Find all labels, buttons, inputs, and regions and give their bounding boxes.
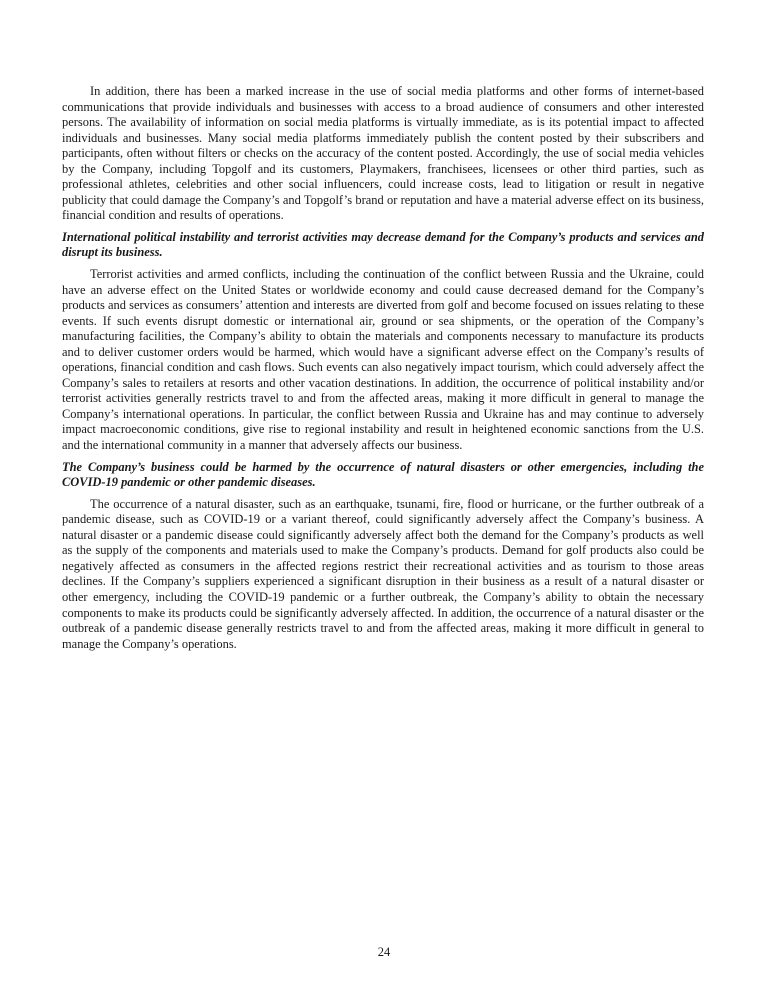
- paragraph-terrorist-activities: Terrorist activities and armed conflicts, including the continuation of the conflict between Russia and the Ukraine, could have an adverse effect on the United States or worldwide economy and could cause decreased demand for the Company’s products and services as consumers’ attention and interests are diverted from golf and become focused on issues relating to these events. If such events disrupt domestic or international air, ground or sea shipments, or the operation of the Company’s manufacturing facilities, the Company’s ability to obtain the materials and components necessary to manufacture its products and to deliver customer orders would be harmed, which would have a significant adverse effect on the Company’s results of operations, financial condition and cash flows. Such events can also negatively impact tourism, which could adversely affect the Company’s sales to retailers at resorts and other vacation destinations. In addition, the occurrence of political instability and/or terrorist activities generally restricts travel to and from the affected areas, making it more difficult in general to manage the Company’s international operations. In particular, the conflict between Russia and Ukraine has and may continue to adversely impact macroeconomic conditions, give rise to regional instability and result in heightened economic sanctions from the U.S. and the international community in a manner that adversely affects our business.: [62, 267, 704, 453]
- document-body: [62, 84, 704, 658]
- risk-heading-political-instability: International political instability and terrorist activities may decrease demand for the Company’s products and services and disrupt its business.: [62, 229, 704, 260]
- paragraph-natural-disasters: The occurrence of a natural disaster, such as an earthquake, tsunami, fire, flood or hurricane, or the further outbreak of a pandemic disease, such as COVID-19 or a variant thereof, could significantly adversely affect the Company’s business. A natural disaster or a pandemic disease could significantly adversely affect both the demand for the Company’s products as well as the supply of the components and materials used to make the Company’s products. Demand for golf products also could be negatively affected as consumers in the affected regions restrict their recreational activities and as tourism to those areas declines. If the Company’s suppliers experienced a significant disruption in their business as a result of a natural disaster or other emergency, including the COVID-19 pandemic or a further outbreak, the Company’s ability to obtain the necessary components to make its products could be significantly adversely affected. In addition, the occurrence of a natural disaster or the outbreak of a pandemic disease generally restricts travel to and from the affected areas, making it more difficult in general to manage the Company’s operations.: [62, 496, 704, 651]
- paragraph-social-media: In addition, there has been a marked increase in the use of social media platforms and other forms of internet-based communications that provide individuals and businesses with access to a broad audience of consumers and other interested persons. The availability of information on social media platforms is virtually immediate, as is its potential impact to affected individuals and businesses. Many social media platforms immediately publish the content posted by their subscribers and participants, often without filters or checks on the accuracy of the content posted. Accordingly, the use of social media vehicles by the Company, including Topgolf and its customers, Playmakers, franchisees, licensees or other third parties, such as professional athletes, celebrities and other social influencers, could increase costs, lead to litigation or result in negative publicity that could damage the Company’s and Topgolf’s brand or reputation and have a material adverse effect on its business, financial condition and results of operations.: [62, 84, 704, 223]
- page-number: 24: [377, 945, 391, 959]
- risk-heading-natural-disasters: The Company’s business could be harmed by the occurrence of natural disasters or other emergencies, including the COVID-19 pandemic or other pandemic diseases.: [62, 459, 704, 490]
